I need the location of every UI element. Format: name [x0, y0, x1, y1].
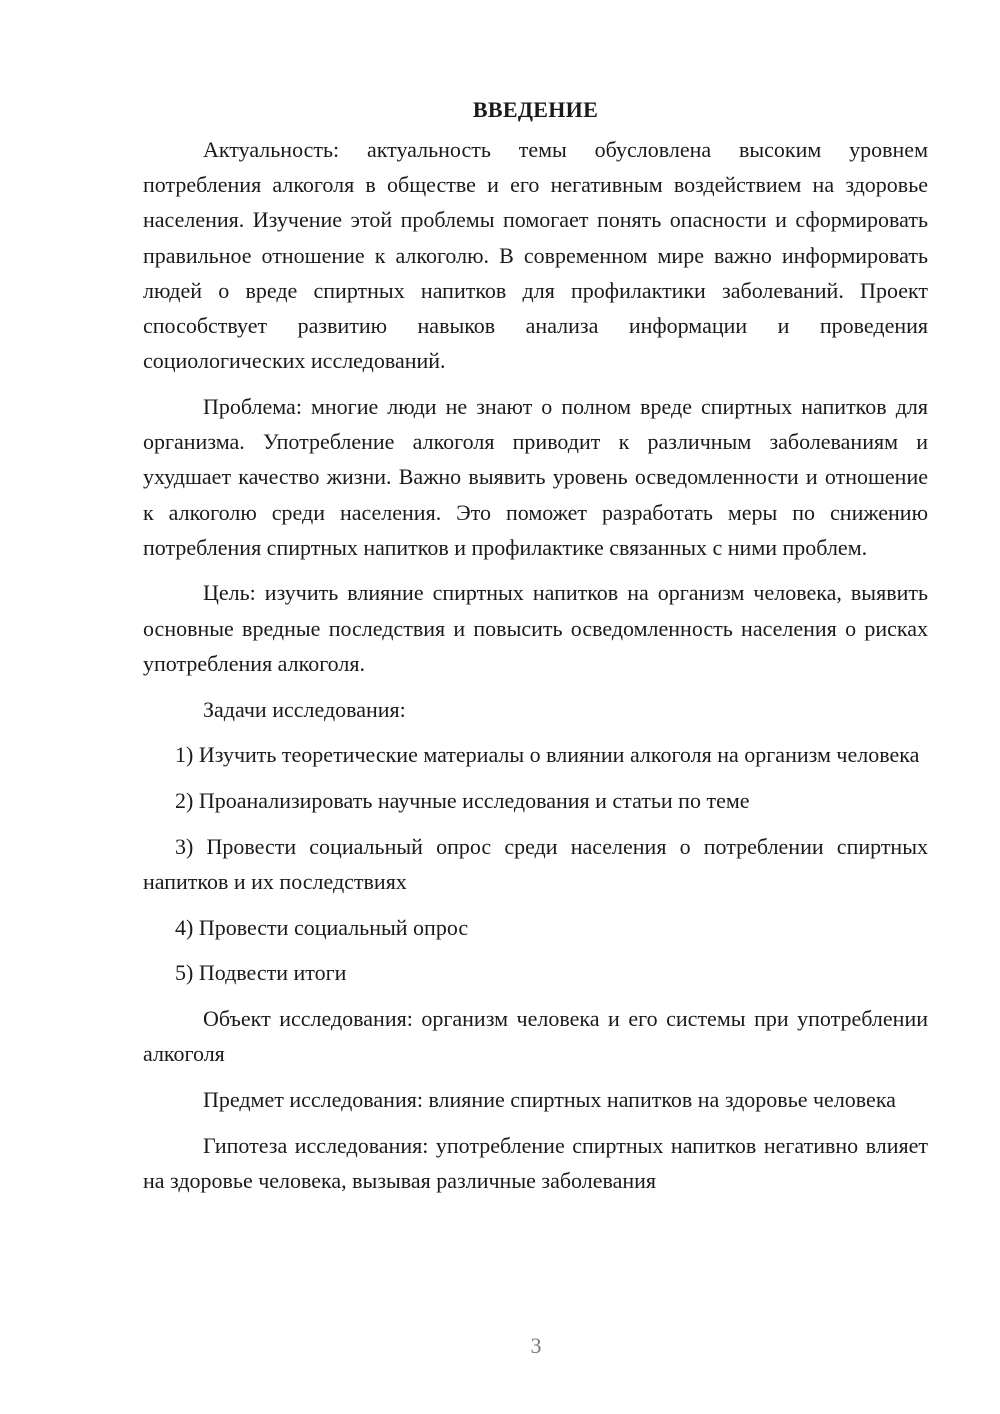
list-item: 1) Изучить теоретические материалы о влиянии алкоголя на организм человека — [175, 742, 920, 768]
tasks-heading: Задачи исследования: — [203, 696, 406, 722]
document-page — [143, 96, 928, 1208]
problem-paragraph: Проблема: многие люди не знают о полном вреде спиртных напитков для организма. Употребление алкоголя приводит к различным заболеваниям и ухудшает качество жизни. Важно выявить уровень осведомленности и отношение к алкоголю среди населения. Это поможет разработать меры по снижению потребления спиртных напитков и профилактике связанных с ними проблем. — [143, 393, 928, 560]
list-item: 4) Провести социальный опрос — [175, 914, 469, 940]
page-number: 3 — [530, 1333, 542, 1358]
list-item: 5) Подвести итоги — [175, 960, 347, 986]
goal-paragraph: Цель: изучить влияние спиртных напитков на организм человека, выявить основные вредные последствия и повысить осведомленность населения о рисках употребления алкоголя. — [143, 580, 928, 676]
tasks-list — [143, 737, 928, 990]
list-item: 3) Провести социальный опрос среди населения о потреблении спиртных напитков и их последствиях — [143, 833, 928, 894]
section-title: ВВЕДЕНИЕ — [472, 97, 599, 122]
list-item: 2) Проанализировать научные исследования и статьи по теме — [175, 787, 750, 813]
object-paragraph: Объект исследования: организм человека и его системы при употреблении алкоголя — [143, 1005, 928, 1067]
hypothesis-paragraph: Гипотеза исследования: употребление спиртных напитков негативно влияет на здоровье человека, вызывая различные заболевания — [143, 1132, 928, 1193]
subject-paragraph: Предмет исследования: влияние спиртных напитков на здоровье человека — [203, 1086, 896, 1112]
relevance-paragraph: Актуальность: актуальность темы обусловлена высоким уровнем потребления алкоголя в обществе и его негативным воздействием на здоровье населения. Изучение этой проблемы помогает понять опасности и сформировать правильное отношение к алкоголю. В современном мире важно информировать людей о вреде спиртных напитков для профилактики заболеваний. Проект способствует развитию навыков анализа информации и проведения социологических исследований. — [143, 137, 928, 374]
